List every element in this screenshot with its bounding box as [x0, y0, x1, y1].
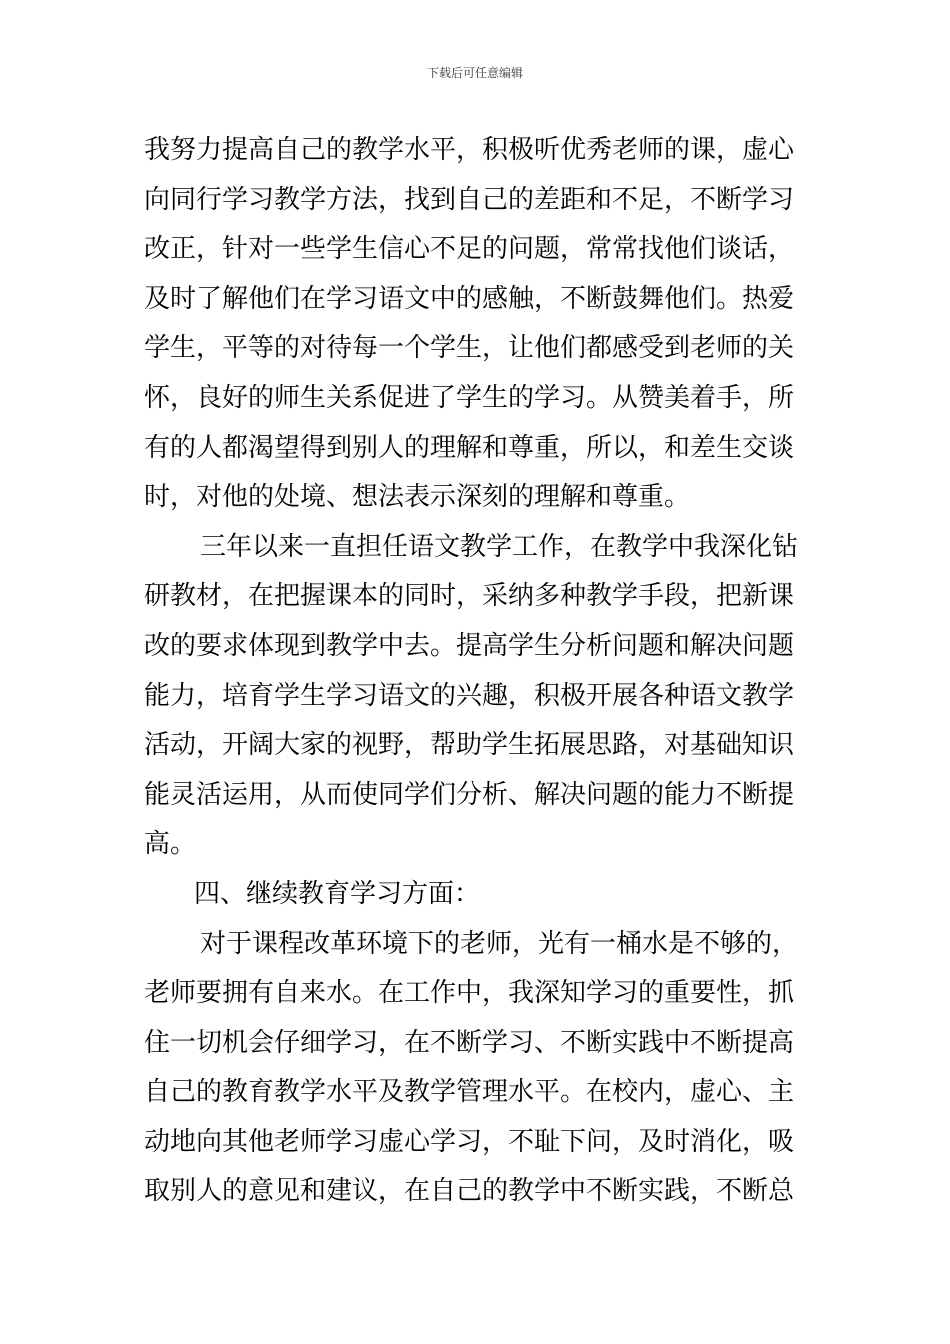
text-line: 三年以来一直担任语文教学工作，在教学中我深化钻	[200, 531, 799, 562]
text-line: 改正，针对一些学生信心不足的问题，常常找他们谈话，	[144, 234, 795, 265]
text-line: 能力，培育学生学习语文的兴趣，积极开展各种语文教学	[144, 680, 795, 711]
text-line: 动地向其他老师学习虚心学习，不耻下问，及时消化，吸	[144, 1126, 795, 1157]
text-line: 有的人都渴望得到别人的理解和尊重，所以，和差生交谈	[144, 432, 795, 463]
text-line: 四、继续教育学习方面：	[194, 878, 481, 909]
page-header: 下载后可任意编辑	[426, 66, 523, 80]
text-line: 住一切机会仔细学习，在不断学习、不断实践中不断提高	[144, 1027, 795, 1058]
text-line: 向同行学习教学方法，找到自己的差距和不足，不断学习	[144, 184, 795, 215]
text-line: 能灵活运用，从而使同学们分析、解决问题的能力不断提	[144, 779, 795, 810]
text-line: 怀，良好的师生关系促进了学生的学习。从赞美着手，所	[144, 382, 795, 413]
text-line: 我努力提高自己的教学水平，积极听优秀老师的课，虚心	[144, 135, 795, 165]
document-body	[144, 126, 814, 1217]
text-line: 取别人的意见和建议，在自己的教学中不断实践，不断总	[144, 1176, 795, 1207]
text-line: 及时了解他们在学习语文中的感触，不断鼓舞他们。热爱	[144, 283, 795, 314]
text-line: 老师要拥有自来水。在工作中，我深知学习的重要性，抓	[144, 978, 795, 1009]
text-line: 时，对他的处境、想法表示深刻的理解和尊重。	[144, 482, 691, 513]
text-line: 研教材，在把握课本的同时，采纳多种教学手段，把新课	[144, 581, 795, 612]
text-line: 自己的教育教学水平及教学管理水平。在校内，虚心、主	[144, 1077, 795, 1108]
text-line: 学生，平等的对待每一个学生，让他们都感受到老师的关	[144, 333, 795, 364]
text-line: 改的要求体现到教学中去。提高学生分析问题和解决问题	[144, 630, 795, 661]
text-line: 活动，开阔大家的视野，帮助学生拓展思路，对基础知识	[144, 730, 795, 761]
text-line: 高。	[144, 829, 197, 860]
text-line: 对于课程改革环境下的老师，光有一桶水是不够的，	[200, 928, 799, 959]
